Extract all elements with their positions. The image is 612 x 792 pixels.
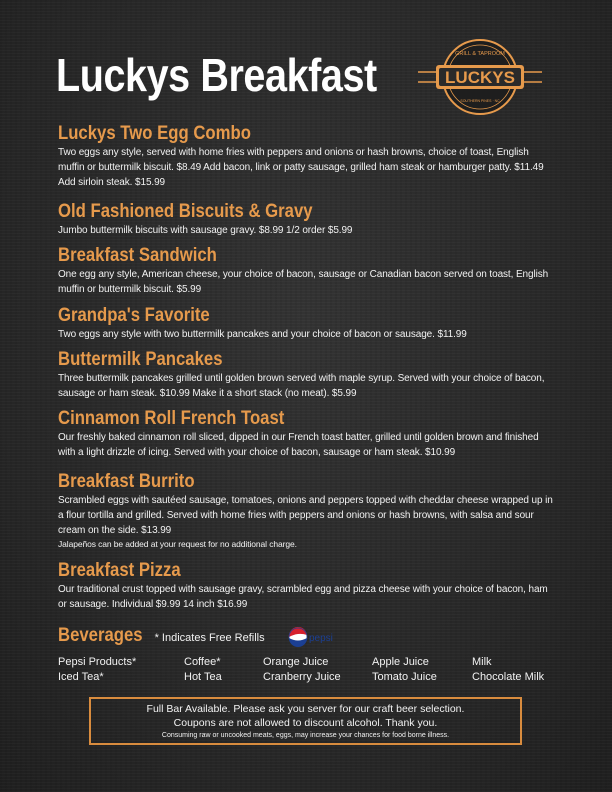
menu-item <box>58 202 556 238</box>
beverage-column <box>472 655 544 685</box>
menu-item <box>58 246 556 297</box>
luckys-logo <box>416 38 544 118</box>
footer-coupon-note: Coupons are not allowed to discount alcohol. Thank you. <box>173 717 438 729</box>
menu-item-name: Breakfast Pizza <box>58 560 181 581</box>
menu-item-name: Cinnamon Roll French Toast <box>58 408 285 429</box>
beverage-item: Iced Tea* <box>58 671 104 683</box>
page-title: Luckys Breakfast <box>56 49 377 101</box>
menu-item-name: Luckys Two Egg Combo <box>58 123 251 144</box>
menu-item-description: Two eggs any style with two buttermilk pancakes and your choice of bacon or sausage. $11.99 <box>58 328 467 340</box>
footer-notice <box>89 697 522 745</box>
beverage-item: Tomato Juice <box>372 671 437 683</box>
beverage-column <box>372 655 437 685</box>
logo-top-text: GRILL & TAPROOM <box>455 51 505 57</box>
logo-bottom-text: SOUTHERN PINES · NC <box>460 99 500 103</box>
menu-item-description: Our freshly baked cinnamon roll sliced, dipped in our French toast batter, grilled until golden brown and finished with a light drizzle of icing. Served with your choice of bacon, sausage or ham steak. $10.99 <box>58 431 539 458</box>
menu-item-description: Jumbo buttermilk biscuits with sausage gravy. $8.99 1/2 order $5.99 <box>58 224 353 236</box>
beverage-item: Cranberry Juice <box>263 671 341 683</box>
menu-item <box>58 306 556 342</box>
beverage-item: Orange Juice <box>263 656 329 668</box>
menu-item-description: Scrambled eggs with sautéed sausage, tomatoes, onions and peppers topped with cheddar cheese wrapped up in a flour tortilla and grilled. Served with home fries with peppers and onions or hash browns, with salsa and sour cream on the side. $13.99 <box>58 494 553 536</box>
menu-item <box>58 561 556 612</box>
menu-item-description: Two eggs any style, served with home fries with peppers and onions or hash browns, choice of toast, English muffin or buttermilk biscuit. $8.49 Add bacon, link or patty sausage, grilled ham steak or hamburger patty. $11.49 Add sirloin steak. $15.99 <box>58 146 544 188</box>
menu-item-description: Three buttermilk pancakes grilled until golden brown served with maple syrup. Served with your choice of bacon, sausage or ham steak. $10.99 Make it a short stack (no meat). $5.99 <box>58 372 545 399</box>
menu-item-name: Buttermilk Pancakes <box>58 349 223 370</box>
menu-item-name: Breakfast Sandwich <box>58 245 217 266</box>
footer-bar-note: Full Bar Available. Please ask you server for our craft beer selection. <box>146 703 465 715</box>
pepsi-label: pepsi <box>309 633 333 644</box>
logo-name: LUCKYS <box>445 68 515 87</box>
menu-item-name: Grandpa's Favorite <box>58 305 210 326</box>
menu-item-name: Breakfast Burrito <box>58 471 195 492</box>
pepsi-logo <box>288 626 340 648</box>
menu-item <box>58 350 556 401</box>
beverages-header <box>58 625 265 647</box>
menu-item-description: Our traditional crust topped with sausage gravy, scrambled egg and pizza cheese with your choice of bacon, ham or sausage. Individual $9.99 14 inch $16.99 <box>58 583 548 610</box>
footer-health-warning: Consuming raw or uncooked meats, eggs, may increase your chances for food borne illness. <box>161 732 450 739</box>
menu-item-name: Old Fashioned Biscuits & Gravy <box>58 201 313 222</box>
menu-item <box>58 409 556 460</box>
beverage-column <box>263 655 341 685</box>
refill-note: * Indicates Free Refills <box>154 632 265 644</box>
beverage-item: Apple Juice <box>372 656 429 668</box>
menu-item-note: Jalapeños can be added at your request for no additional charge. <box>58 538 297 549</box>
menu-item <box>58 472 556 550</box>
beverages-title: Beverages <box>58 625 143 646</box>
menu-item <box>58 124 556 190</box>
beverage-item: Coffee* <box>184 656 221 668</box>
beverage-item: Chocolate Milk <box>472 671 545 683</box>
beverage-column <box>184 655 222 685</box>
menu-item-description: One egg any style, American cheese, your choice of bacon, sausage or Canadian bacon served on toast, English muffin or buttermilk biscuit. $5.99 <box>58 268 549 295</box>
beverage-item: Pepsi Products* <box>58 656 137 668</box>
beverage-item: Milk <box>472 656 492 668</box>
beverage-item: Hot Tea <box>184 671 222 683</box>
beverage-column <box>58 655 136 685</box>
